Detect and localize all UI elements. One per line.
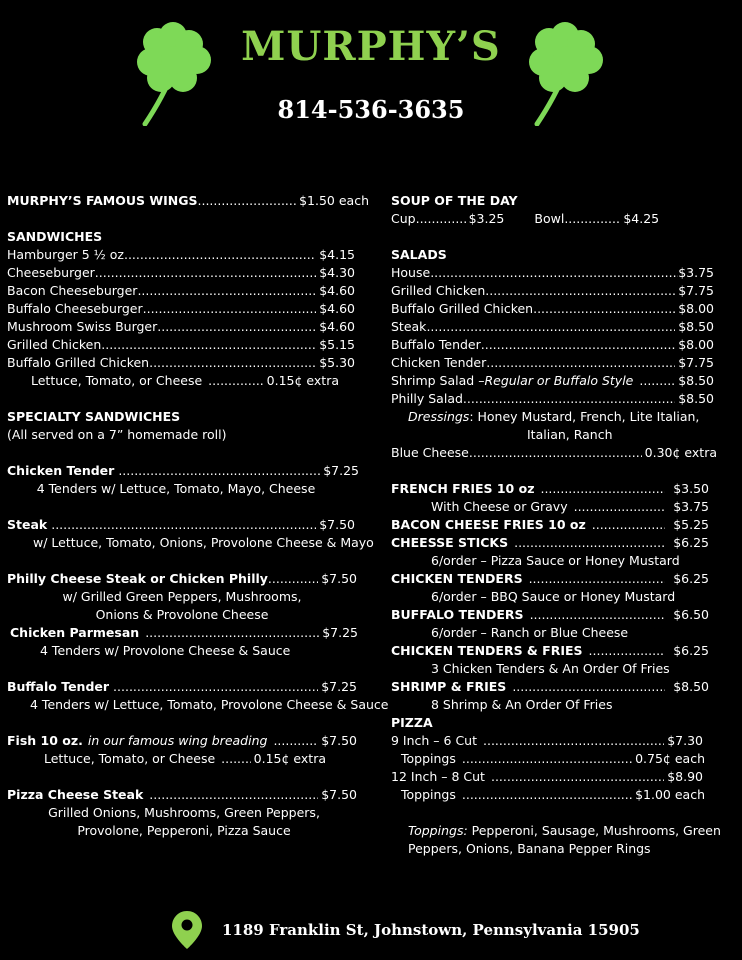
item-description: 6/order – Pizza Sauce or Honey Mustard xyxy=(431,553,680,568)
item-description: 6/order – BBQ Sauce or Honey Mustard xyxy=(431,589,676,604)
item-description: 6/order – Ranch or Blue Cheese xyxy=(431,625,629,640)
menu-item: Buffalo Cheeseburger ..... $4.60 xyxy=(7,300,355,318)
menu-item: BUFFALO TENDERS ..... $6.50 xyxy=(391,606,709,624)
menu-item: Grilled Chicken ..... $5.15 xyxy=(7,336,355,354)
soup-prices: Cup ..... $3.25 Bowl ..... $4.25 xyxy=(391,210,661,228)
menu-item: Fish 10 oz. in our famous wing breading ..... $7.50 xyxy=(7,732,357,750)
menu-item: CHICKEN TENDERS ..... $6.25 xyxy=(391,570,709,588)
menu-item: Hamburger 5 ½ oz. ..... $4.15 xyxy=(7,246,355,264)
toppings-list: Toppings: Pepperoni, Sausage, Mushrooms, Green xyxy=(408,823,721,838)
menu-item: FRENCH FRIES 10 oz ..... $3.50 xyxy=(391,480,709,498)
menu-item: Chicken Tender ..... $7.25 xyxy=(7,462,359,480)
item-description: Provolone, Pepperoni, Pizza Sauce xyxy=(77,823,291,838)
menu-right-column xyxy=(391,192,721,858)
menu-item: Buffalo Tender ..... $8.00 xyxy=(391,336,714,354)
menu-item: Chicken Tender ..... $7.75 xyxy=(391,354,714,372)
item-description: 3 Chicken Tenders & An Order Of Fries xyxy=(431,661,670,676)
menu-item: SHRIMP & FRIES ..... $8.50 xyxy=(391,678,709,696)
menu-item: Buffalo Grilled Chicken ..... $5.30 xyxy=(7,354,355,372)
menu-item: Toppings ..... 0.75¢ each xyxy=(391,750,705,768)
menu-item: BACON CHEESE FRIES 10 oz ..... $5.25 xyxy=(391,516,709,534)
item-description: w/ Grilled Green Peppers, Mushrooms, xyxy=(62,589,302,604)
map-pin-icon xyxy=(172,911,202,949)
shamrock-icon xyxy=(525,22,611,126)
item-description: Lettuce, Tomato, or Cheese ..... 0.15¢ extra xyxy=(7,750,326,768)
address[interactable]: 1189 Franklin St, Johnstown, Pennsylvania 15905 xyxy=(222,921,640,939)
menu-item: Bacon Cheeseburger ..... $4.60 xyxy=(7,282,355,300)
section-title-specialty: SPECIALTY SANDWICHES xyxy=(7,409,181,424)
item-description: 4 Tenders w/ Lettuce, Tomato, Mayo, Cheese xyxy=(36,481,316,496)
phone-number[interactable]: 814-536-3635 xyxy=(277,95,465,124)
menu-item: Grilled Chicken ..... $7.75 xyxy=(391,282,714,300)
menu-item: Mushroom Swiss Burger ..... $4.60 xyxy=(7,318,355,336)
menu-item: CHEESSE STICKS ..... $6.25 xyxy=(391,534,709,552)
section-title-sandwiches: SANDWICHES xyxy=(7,229,103,244)
section-title-pizza: PIZZA xyxy=(391,715,433,730)
menu-header xyxy=(0,0,742,140)
dressings-line: Italian, Ranch xyxy=(527,427,613,442)
toppings-list: Peppers, Onions, Banana Pepper Rings xyxy=(408,841,651,856)
menu-item: 12 Inch – 8 Cut ..... $8.90 xyxy=(391,768,703,786)
section-subtitle: (All served on a 7” homemade roll) xyxy=(7,427,227,442)
menu-item: 9 Inch – 6 Cut ..... $7.30 xyxy=(391,732,703,750)
menu-item: House ..... $3.75 xyxy=(391,264,714,282)
menu-item: Philly Cheese Steak or Chicken Philly ..... $7.50 xyxy=(7,570,357,588)
menu-item: Cheeseburger ..... $4.30 xyxy=(7,264,355,282)
menu-left-column xyxy=(7,192,389,840)
menu-item: Buffalo Grilled Chicken ..... $8.00 xyxy=(391,300,714,318)
item-description: 4 Tenders w/ Lettuce, Tomato, Provolone Cheese & Sauce xyxy=(30,697,389,712)
restaurant-name: MURPHY’S xyxy=(241,23,501,70)
menu-item-extra: Lettuce, Tomato, or Cheese ..... 0.15¢ extra xyxy=(7,372,339,390)
item-description: Onions & Provolone Cheese xyxy=(95,607,269,622)
menu-item: Chicken Parmesan ..... $7.25 xyxy=(7,624,358,642)
menu-item-extra: Blue Cheese ..... 0.30¢ extra xyxy=(391,444,717,462)
section-title-soup: SOUP OF THE DAY xyxy=(391,193,518,208)
menu-item: Steak ..... $8.50 xyxy=(391,318,714,336)
menu-item: With Cheese or Gravy ..... $3.75 xyxy=(391,498,709,516)
dressings-line: Dressings: Honey Mustard, French, Lite Italian, xyxy=(408,409,700,424)
menu-item: CHICKEN TENDERS & FRIES ..... $6.25 xyxy=(391,642,709,660)
section-title-salads: SALADS xyxy=(391,247,447,262)
menu-item: Philly Salad ..... $8.50 xyxy=(391,390,714,408)
item-description: 4 Tenders w/ Provolone Cheese & Sauce xyxy=(40,643,291,658)
item-description: w/ Lettuce, Tomato, Onions, Provolone Cheese & Mayo xyxy=(33,535,374,550)
footer xyxy=(0,910,742,950)
menu-item: Steak ..... $7.50 xyxy=(7,516,355,534)
menu-item: Toppings ..... $1.00 each xyxy=(391,786,705,804)
menu-item: Buffalo Tender ..... $7.25 xyxy=(7,678,357,696)
menu-item: Pizza Cheese Steak ..... $7.50 xyxy=(7,786,357,804)
item-description: 8 Shrimp & An Order Of Fries xyxy=(431,697,613,712)
item-description: Grilled Onions, Mushrooms, Green Peppers, xyxy=(48,805,320,820)
menu-item: Shrimp Salad – Regular or Buffalo Style ..... $8.50 xyxy=(391,372,714,390)
menu-item-wings: MURPHY’S FAMOUS WINGS ..... $1.50 each xyxy=(7,192,369,210)
